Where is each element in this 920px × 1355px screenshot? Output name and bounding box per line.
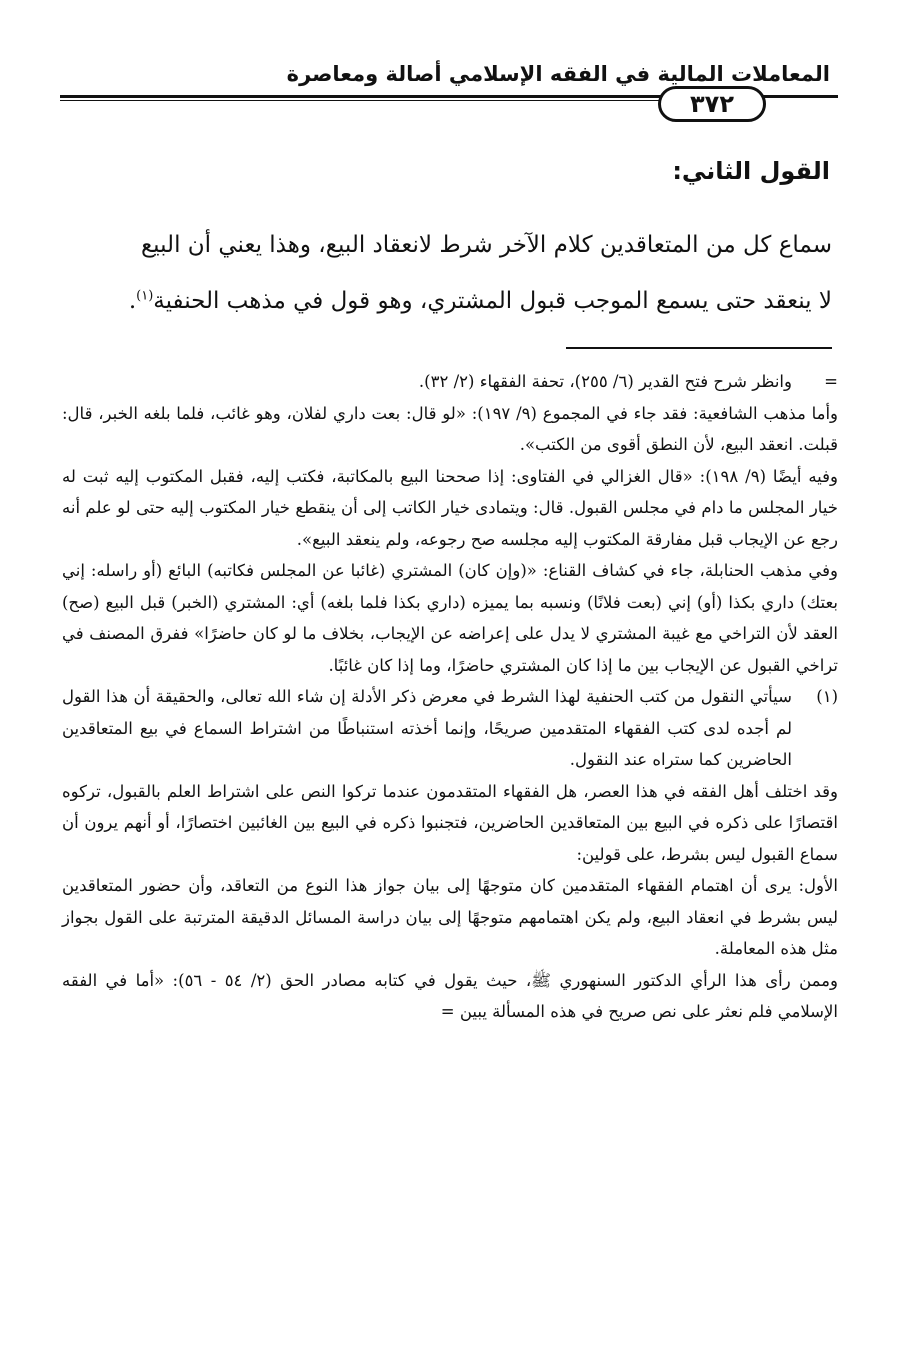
footnote-reference: (١) bbox=[136, 288, 154, 304]
main-text-line bbox=[92, 273, 832, 329]
footnote-paragraph-sanhouri: وممن رأى هذا الرأي الدكتور السنهوري ﷺ، حيث يقول في كتابه مصادر الحق (٢/ ٥٤ - ٥٦): «أما في الفقه الإسلامي فلم نعثر على نص صريح في هذه المسألة يبين = bbox=[62, 970, 838, 1021]
footnote-1 bbox=[62, 681, 838, 776]
footnote-paragraph-dispute: وقد اختلف أهل الفقه في هذا العصر، هل الفقهاء المتقدمون عندما تركوا النص على اشتراط العلم بالقبول، تركوه اقتصارًا على ذكره في البيع بين المتعاقدين الحاضرين، فتجنبوا ذكره في البيع بين الغائبين اختصارًا، أو أنهم يرون أن سماع القبول ليس بشرط، على قولين: bbox=[62, 781, 838, 864]
footnote-paragraph-shafii: وأما مذهب الشافعية: فقد جاء في المجموع (٩/ ١٩٧): «لو قال: بعت داري لفلان، وهو غائب، فلما بلغه الخبر، قال: قبلت. انعقد البيع، لأن النطق أقوى من الكتب». bbox=[62, 403, 838, 454]
page-number: ٣٧٢ bbox=[658, 86, 766, 122]
continuation-marker: = bbox=[824, 372, 838, 391]
footnote-text: سيأتي النقول من كتب الحنفية لهذا الشرط في معرض ذكر الأدلة إن شاء الله تعالى، والحقيقة أن هذا القول لم أجده لدى كتب الفقهاء المتقدمين صريحًا، وإنما أخذته استنباطًا من اشتراط السماع في بيع المتعاقدين الحاضرين كما ستراه عند النقول. bbox=[62, 687, 792, 769]
footnote-paragraph-ghazali: وفيه أيضًا (٩/ ١٩٨): «قال الغزالي في الفتاوى: إذا صححنا البيع بالمكاتبة، فكتب إليه، فقبل المكتوب إليه ثبت له خيار المجلس ما دام في مجلس القبول. قال: ويتمادى خيار الكاتب إلى أن ينقطع خيار المكتوب إليه حتى لو علم أنه رجع عن الإيجاب قبل مفارقة المكتوب إليه مجلسه صح رجوعه، ولم ينعقد البيع». bbox=[62, 466, 838, 549]
sentence-end: . bbox=[128, 288, 137, 314]
footnote-separator bbox=[566, 347, 832, 349]
footnote-paragraph-first-opinion: الأول: يرى أن اهتمام الفقهاء المتقدمين كان متوجهًا إلى بيان جواز هذا النوع من التعاقد، وأن حضور المتعاقدين ليس بشرط في انعقاد البيع، ولم يكن اهتمامهم متوجهًا إلى بيان دراسة المسائل الدقيقة المترتبة على القول بجواز مثل هذه المعاملة. bbox=[62, 876, 838, 958]
footnote-continuation bbox=[62, 366, 838, 398]
footnote-number: (١) bbox=[816, 687, 838, 706]
main-paragraph bbox=[92, 217, 832, 329]
footnote-paragraph-hanbali: وفي مذهب الحنابلة، جاء في كشاف القناع: «(وإن كان) المشتري (غائبا عن المجلس فكاتبه) البائع (أو راسله: إني بعتك) داري بكذا (أو) إني (بعت فلانًا) ونسبه بما يميزه (داري بكذا فلما بلغه) أي: المشتري (الخبر) قبل البيع (صح) العقد لأن التراخي مع غيبة المشتري لا يدل على إعراضه عن الإيجاب، بخلاف ما لو كان حاضرًا» ففرق المصنف في تراخي القبول عن الإيجاب بين ما إذا كان المشتري حاضرًا، وما إذا كان غائبًا. bbox=[62, 561, 838, 675]
header-rule-thin bbox=[60, 100, 660, 101]
footnotes bbox=[62, 366, 838, 1028]
main-text-run: لا ينعقد حتى يسمع الموجب قبول المشتري، وهو قول في مذهب الحنفية bbox=[153, 288, 832, 314]
section-heading: القول الثاني: bbox=[672, 157, 830, 185]
running-title: المعاملات المالية في الفقه الإسلامي أصالة ومعاصرة bbox=[286, 62, 830, 86]
main-text-line: سماع كل من المتعاقدين كلام الآخر شرط لانعقاد البيع، وهذا يعني أن البيع bbox=[140, 232, 832, 258]
footnote-text: وانظر شرح فتح القدير (٦/ ٢٥٥)، تحفة الفقهاء (٢/ ٣٢). bbox=[418, 372, 792, 391]
